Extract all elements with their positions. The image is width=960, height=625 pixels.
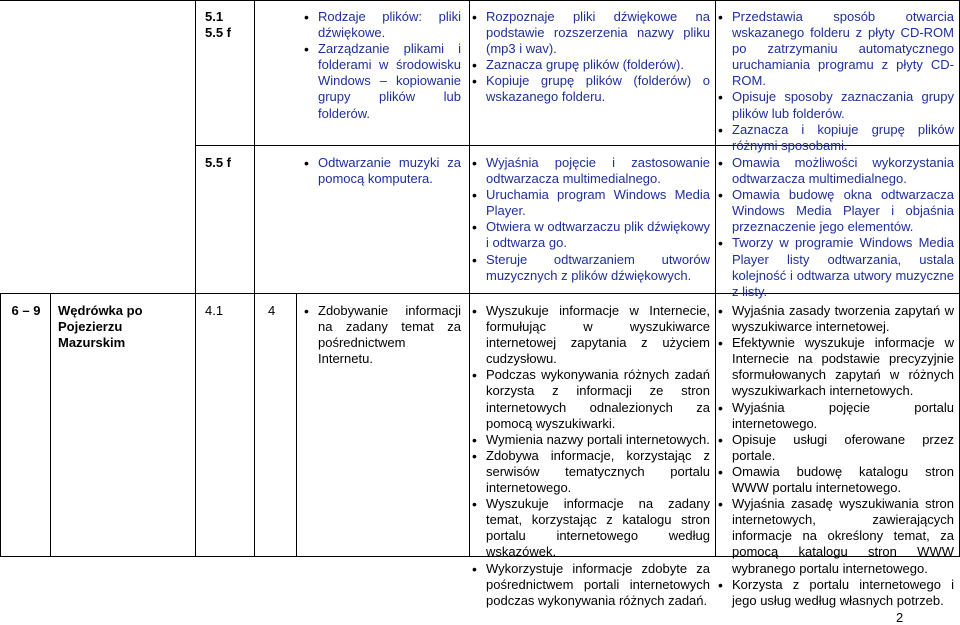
col-divider-basic bbox=[715, 0, 716, 557]
row3-extended-list bbox=[718, 303, 954, 609]
col-divider-num bbox=[254, 0, 255, 557]
col-divider-topic bbox=[195, 0, 196, 557]
row3-basic-item: • Wymienia nazwy portali internetowych. bbox=[472, 432, 710, 448]
row3-extended-item: • Wyjaśnia zasady tworzenia zapytań w wyszukiwarce internetowej. bbox=[718, 303, 954, 335]
row3-content-item: • Zdobywanie informacji na zadany temat za pośrednictwem Internetu. bbox=[304, 303, 461, 367]
row1-extended-item: • Opisuje sposoby zaznaczania grupy plików lub folderów. bbox=[718, 89, 954, 121]
row2-curriculum-number: 5.5 f bbox=[205, 155, 232, 170]
row3-basic-item: • Wyszukuje informacje w Internecie, formułując w wyszukiwarce internetowej zapytania z użyciem cudzysłowu. bbox=[472, 303, 710, 367]
col-divider-hours bbox=[296, 293, 297, 557]
row2-basic-item: • Otwiera w odtwarzaczu plik dźwiękowy i odtwarza go. bbox=[472, 219, 710, 251]
row1-basic-item: • Rozpoznaje pliki dźwiękowe na podstawie rozszerzenia nazwy pliku (mp3 i wav). bbox=[472, 9, 710, 57]
row3-basic-requirements bbox=[472, 303, 710, 609]
row1-basic-requirements bbox=[472, 9, 710, 106]
row1-extended-list bbox=[718, 9, 954, 154]
row3-lesson-number: 6 – 9 bbox=[11, 303, 41, 318]
row3-basic-list bbox=[472, 303, 710, 609]
row3-extended-item: • Omawia budowę katalogu stron WWW portalu internetowego. bbox=[718, 464, 954, 496]
row1-content-item: • Zarządzanie plikami i folderami w środowisku Windows – kopiowanie grupy plików lub folderów. bbox=[304, 41, 461, 121]
row3-extended-item: • Opisuje usługi oferowane przez portale. bbox=[718, 432, 954, 464]
row1-curriculum-number: 5.1 5.5 f bbox=[205, 9, 232, 41]
row3-content bbox=[304, 303, 461, 367]
row3-extended-item: • Efektywnie wyszukuje informacje w Internecie na podstawie precyzyjnie sformułowanych zapytań w różnych wyszukiwarkach internetowych. bbox=[718, 335, 954, 399]
row3-extended-item: • Wyjaśnia zasadę wyszukiwania stron internetowych, zawierających informacje na określony temat, za pomocą katalogu stron WWW wybranego portalu internetowego. bbox=[718, 496, 954, 576]
row2-extended-item: • Omawia możliwości wykorzystania odtwarzacza multimedialnego. bbox=[718, 155, 954, 187]
row3-extended-item: • Wyjaśnia pojęcie portalu internetowego. bbox=[718, 400, 954, 432]
row3-extended-item: • Korzysta z portalu internetowego i jego usług według własnych potrzeb. bbox=[718, 577, 954, 609]
row3-basic-item: • Podczas wykonywania różnych zadań korzysta z informacji ze stron internetowych odnalezionych za pomocą wyszukiwarki. bbox=[472, 367, 710, 431]
row2-content-list bbox=[304, 155, 461, 187]
row3-hours: 4 bbox=[268, 303, 276, 318]
row1-extended-requirements bbox=[718, 9, 954, 154]
row3-curriculum-number: 4.1 bbox=[205, 303, 224, 318]
row3-basic-item: • Wyszukuje informacje na zadany temat, korzystając z katalogu stron portalu internetowego według wskazówek. bbox=[472, 496, 710, 560]
row3-lesson-topic: Wędrówka po Pojezierzu Mazurskim bbox=[58, 303, 143, 351]
row2-extended-list bbox=[718, 155, 954, 300]
table-border-top bbox=[0, 0, 960, 1]
row1-content-list bbox=[304, 9, 461, 122]
row1-extended-item: • Zaznacza i kopiuje grupę plików różnymi sposobami. bbox=[718, 122, 954, 154]
row1-basic-item: • Kopiuje grupę plików (folderów) o wskazanego folderu. bbox=[472, 73, 710, 105]
col-divider-left bbox=[0, 293, 1, 557]
page-number: 2 bbox=[896, 610, 904, 625]
row2-extended-item: • Omawia budowę okna odtwarzacza Windows Media Player i objaśnia przeznaczenie jego elementów. bbox=[718, 187, 954, 235]
row3-basic-item: • Wykorzystuje informacje zdobyte za pośrednictwem portali internetowych podczas wykonywania różnych zadań. bbox=[472, 561, 710, 609]
row2-extended-requirements bbox=[718, 155, 954, 300]
row1-extended-item: • Przedstawia sposób otwarcia wskazanego folderu z płyty CD-ROM po zatrzymaniu automatycznego uruchamiania programu z płyty CD-ROM. bbox=[718, 9, 954, 89]
row3-content-list bbox=[304, 303, 461, 367]
row2-basic-item: • Steruje odtwarzaniem utworów muzycznych z plików dźwiękowych. bbox=[472, 252, 710, 284]
row2-content bbox=[304, 155, 461, 187]
row3-basic-item: • Zdobywa informacje, korzystając z serwisów tematycznych portalu internetowego. bbox=[472, 448, 710, 496]
row2-basic-requirements bbox=[472, 155, 710, 284]
col-divider-lesson bbox=[50, 293, 51, 557]
row1-content-item: • Rodzaje plików: pliki dźwiękowe. bbox=[304, 9, 461, 41]
row2-extended-item: • Tworzy w programie Windows Media Player listy odtwarzania, ustala kolejność i odtwarza utwory muzyczne z listy. bbox=[718, 235, 954, 299]
row1-basic-item: • Zaznacza grupę plików (folderów). bbox=[472, 57, 710, 73]
row3-extended-requirements bbox=[718, 303, 954, 609]
row1-basic-list bbox=[472, 9, 710, 106]
row2-basic-item: • Uruchamia program Windows Media Player. bbox=[472, 187, 710, 219]
row2-content-item: • Odtwarzanie muzyki za pomocą komputera. bbox=[304, 155, 461, 187]
row2-basic-list bbox=[472, 155, 710, 284]
row1-content bbox=[304, 9, 461, 122]
row2-basic-item: • Wyjaśnia pojęcie i zastosowanie odtwarzacza multimedialnego. bbox=[472, 155, 710, 187]
col-divider-content bbox=[469, 0, 470, 557]
